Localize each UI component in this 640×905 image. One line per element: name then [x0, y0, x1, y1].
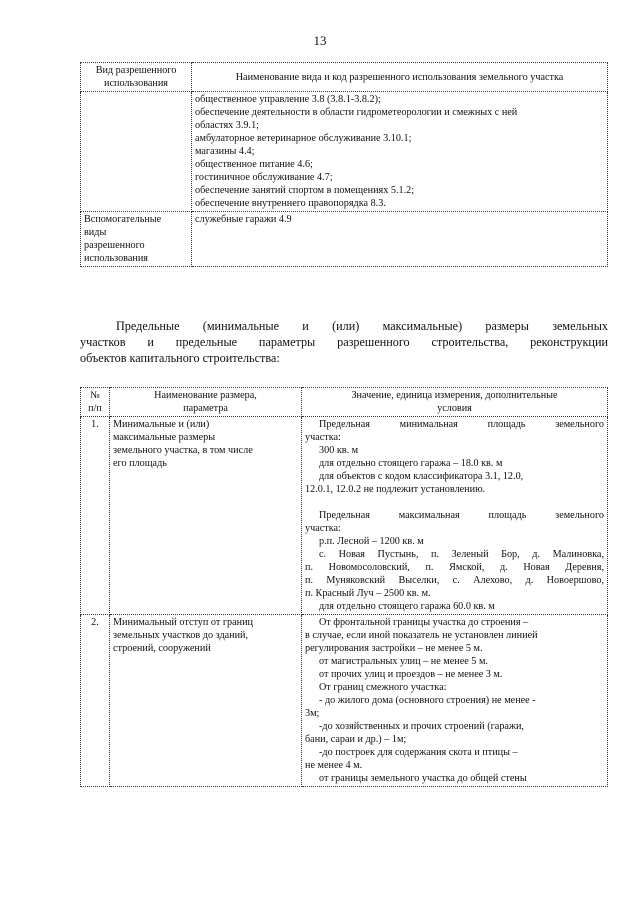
paragraph-line: объектов капитального строительства: [80, 351, 280, 365]
value-line: не менее 4 м. [305, 760, 363, 771]
limits-paragraph [80, 318, 608, 366]
kind-line: Вспомогательные [84, 214, 162, 225]
value-line: р.п. Лесной – 1200 кв. м [319, 536, 424, 547]
value-line: от прочих улиц и проездов – не менее 3 м. [319, 669, 503, 680]
parameters-table [80, 387, 608, 787]
list-item: обеспечение деятельности в области гидрометеорологии и смежных с ней [195, 107, 518, 118]
value-line: регулирования застройки – не менее 5 м. [305, 643, 483, 654]
name-line: земельных участков до зданий, [113, 630, 249, 641]
header-line: параметра [183, 403, 228, 414]
spacer [305, 496, 604, 509]
header-value [302, 388, 608, 417]
kind-line: разрешенного [84, 240, 145, 251]
items-cell [192, 92, 608, 212]
list-item: обеспечение занятий спортом в помещениях 5.1.2; [195, 185, 415, 196]
row-number: 2. [81, 615, 110, 787]
name-line: Минимальный отступ от границ [113, 617, 254, 628]
table-row [81, 92, 608, 212]
value-line: -до построек для содержания скота и птицы – [319, 747, 518, 758]
parameter-value [302, 615, 608, 787]
table-row [81, 212, 608, 267]
kind-line: виды [84, 227, 107, 238]
value-line: п. Муняковский Выселки, с. Алехово, д. Новоершово, [305, 575, 604, 586]
header-line: Значение, единица измерения, дополнительные [351, 390, 558, 401]
value-line: с. Новая Пустынь, п. Зеленый Бор, д. Малиновка, [319, 549, 604, 560]
header-kind: Вид разрешенного использования [81, 63, 192, 92]
paragraph-line: участков и предельные параметры разрешенного строительства, реконструкции [80, 335, 608, 349]
header-number [81, 388, 110, 417]
table-row [81, 615, 608, 787]
page-number: 13 [313, 33, 327, 48]
value-line: для объектов с кодом классификатора 3.1, 12.0, [319, 471, 524, 482]
table-header-row [81, 63, 608, 92]
header-line: Наименование размера, [154, 390, 257, 401]
list-item: гостиничное обслуживание 4.7; [195, 172, 333, 183]
value-line: от магистральных улиц – не менее 5 м. [319, 656, 488, 667]
value-line: бани, сараи и др.) – 1м; [305, 734, 407, 745]
header-parameter [110, 388, 302, 417]
items-cell [192, 212, 608, 267]
name-line: строений, сооружений [113, 643, 211, 654]
header-line: № [90, 390, 100, 401]
list-item: амбулаторное ветеринарное обслуживание 3.10.1; [195, 133, 412, 144]
parameter-name [110, 417, 302, 615]
value-line: От фронтальной границы участка до строения – [319, 617, 529, 628]
table-row [81, 417, 608, 615]
list-item: общественное управление 3.8 (3.8.1-3.8.2); [195, 94, 381, 105]
name-line: земельного участка, в том числе [113, 445, 253, 456]
name-line: его площадь [113, 458, 167, 469]
value-line: 3м; [305, 708, 320, 719]
kind-line: использования [84, 253, 148, 264]
value-line: участка: [305, 523, 341, 534]
value-line: п. Красный Луч – 2500 кв. м. [305, 588, 431, 599]
kind-cell [81, 92, 192, 212]
kind-cell [81, 212, 192, 267]
value-line: в случае, если иной показатель не установлен линией [305, 630, 538, 641]
value-line: 12.0.1, 12.0.2 не подлежит установлению. [305, 484, 486, 495]
list-item: магазины 4.4; [195, 146, 255, 157]
value-line: Предельная максимальная площадь земельного [319, 510, 604, 521]
value-line: 300 кв. м [319, 445, 359, 456]
value-line: для отдельно стоящего гаража 60.0 кв. м [319, 601, 495, 612]
header-line: п/п [88, 403, 102, 414]
value-line: п. Новомосоловский, п. Ямской, д. Новая Деревня, [305, 562, 604, 573]
header-line: условия [437, 403, 472, 414]
row-number: 1. [81, 417, 110, 615]
value-line: участка: [305, 432, 341, 443]
value-line: для отдельно стоящего гаража – 18.0 кв. м [319, 458, 503, 469]
value-line: -до хозяйственных и прочих строений (гаражи, [319, 721, 524, 732]
value-line: от границы земельного участка до общей стены [319, 773, 527, 784]
name-line: максимальные размеры [113, 432, 216, 443]
list-item: областях 3.9.1; [195, 120, 259, 131]
parameter-value [302, 417, 608, 615]
header-name: Наименование вида и код разрешенного использования земельного участка [192, 63, 608, 92]
paragraph-line: Предельные (минимальные и (или) максимальные) размеры земельных [116, 319, 608, 333]
list-item: общественное питание 4.6; [195, 159, 313, 170]
value-line: От границ смежного участка: [319, 682, 447, 693]
value-line: - до жилого дома (основного строения) не менее - [319, 695, 536, 706]
parameter-name [110, 615, 302, 787]
land-use-table [80, 62, 608, 267]
table-header-row [81, 388, 608, 417]
list-item: служебные гаражи 4.9 [195, 214, 292, 225]
list-item: обеспечение внутреннего правопорядка 8.3. [195, 198, 386, 209]
name-line: Минимальные и (или) [113, 419, 210, 430]
value-line: Предельная минимальная площадь земельного [319, 419, 604, 430]
